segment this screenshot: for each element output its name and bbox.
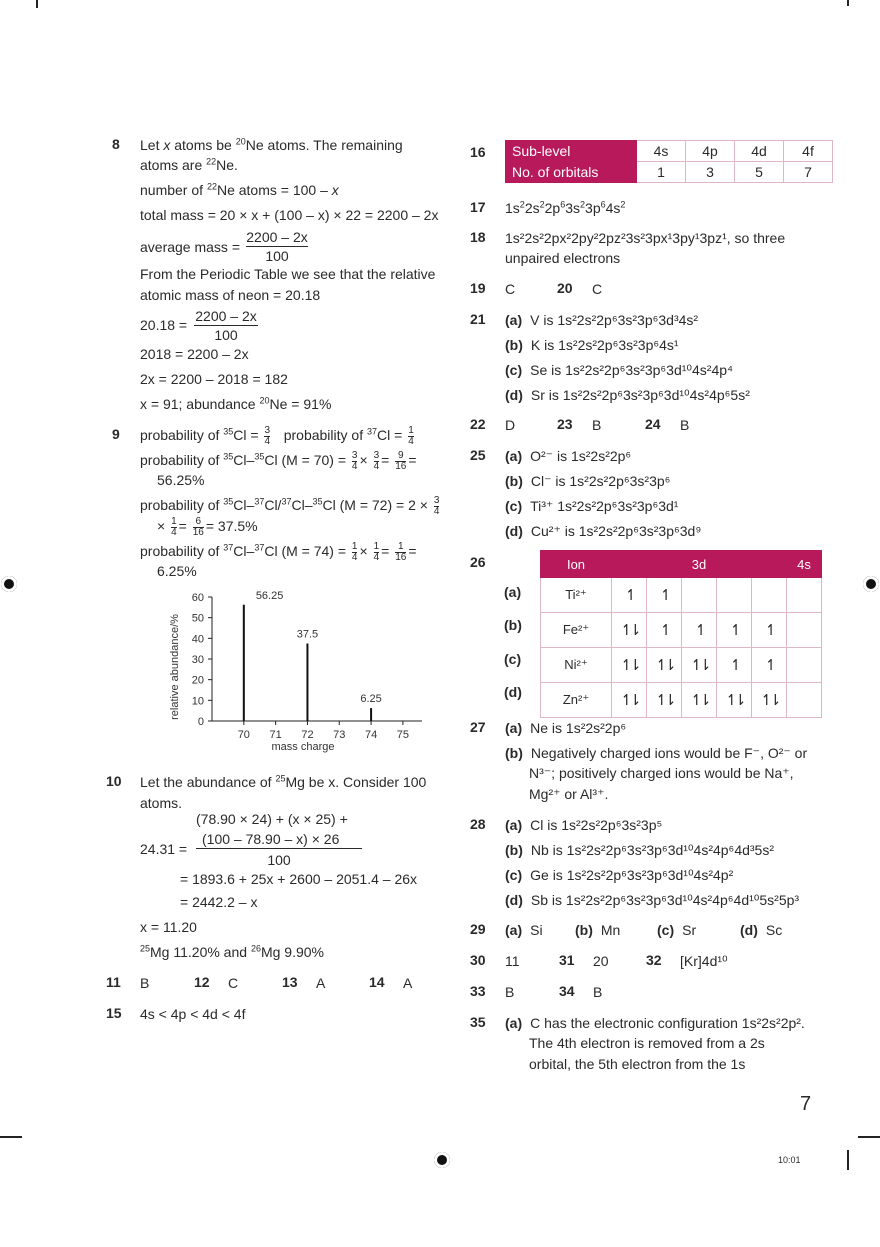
data-label: 56.25 [255,589,284,602]
q10-numerator-1: (78.90 × 24) + (x × 25) + [196,811,348,827]
y-tick-label: 50 [191,612,204,625]
question-number: 10 [106,773,122,789]
q26-label-c: (c) [504,651,522,667]
question-number: 17 [470,199,486,215]
q27-item-b-line-1: (b) Negatively charged ions would be F⁻, O²⁻ or [505,745,808,761]
y-tick-label: 30 [191,654,204,666]
data-label: 37.5 [296,628,319,641]
q21-item-a: (a) V is 1s²2s²2p⁶3s²3p⁶3d³4s² [505,312,699,328]
header-3d: 3d [612,551,787,578]
orbital-box [752,578,787,613]
q21-item-b: (b) K is 1s²2s²2p⁶3s²3p⁶4s¹ [505,337,679,353]
q8-line-6: From the Periodic Table we see that the relative [140,266,436,282]
question-number: 24 [645,416,661,432]
orbital-box: ↿⇂ [682,683,717,718]
answer: C [592,281,603,297]
orbital-box: ↿ [717,613,752,648]
question-number: 12 [194,974,210,990]
q25-item-c: (c) Ti³⁺ 1s²2s²2p⁶3s²3p⁶3d¹ [505,498,679,514]
q8-line-11: x = 91; abundance $^{20}$Ne = 91% [140,395,332,412]
answer: 20 [593,953,609,969]
ion-cell: Ti²⁺ [541,578,612,613]
q35-line-2: The 4th electron is removed from a 2s [529,1035,765,1051]
registration-mark-icon [863,576,879,592]
crop-mark [847,0,849,6]
x-tick-label: 72 [301,729,314,741]
q27-item-b-line-2: N³⁻; positively charged ions would be Na⁺, [529,765,794,781]
q8-line-10: 2x = 2200 – 2018 = 182 [140,371,288,387]
orbital-box [682,578,717,613]
table-header-cell: Sub-level [506,141,637,162]
answer: B [593,984,603,1000]
question-number: 16 [470,144,486,160]
q9-line-3: 56.25% [157,472,205,488]
q29-item-c: (c) Sr [657,922,697,938]
question-number: 28 [470,816,486,832]
q25-item-d: (d) Cu²⁺ is 1s²2s²2p⁶3s²3p⁶3d⁹ [505,523,702,539]
x-tick-label: 70 [237,729,250,741]
table-row [506,141,833,162]
question-number: 15 [106,1005,122,1021]
q26-label-a: (a) [504,584,522,600]
orbital-box-table [540,550,822,718]
q26-label-d: (d) [504,684,522,700]
table-header-row [541,551,822,578]
question-number: 25 [470,447,486,463]
table-header-cell: No. of orbitals [506,162,637,183]
question-number: 20 [557,280,573,296]
table-cell: 4s [637,141,686,162]
table-cell: 4p [686,141,735,162]
question-number: 23 [557,416,573,432]
question-number: 31 [559,952,575,968]
q29-item-b: (b) Mn [575,922,621,938]
y-tick-label: 40 [191,633,204,646]
orbital-box [787,613,822,648]
q29-item-d: (d) Sc [740,922,783,938]
orbital-box: ↿⇂ [682,648,717,683]
q21-item-c: (c) Se is 1s²2s²2p⁶3s²3p⁶3d¹⁰4s²4p⁴ [505,362,734,378]
header-4s: 4s [787,551,822,578]
header-ion: Ion [541,551,612,578]
q10-lhs: 24.31 = [140,841,188,857]
q8-line-9: 2018 = 2200 – 2x [140,346,249,362]
q17-answer: $1s^22s^22p^63s^23p^64s^2$ [505,199,626,216]
question-number: 26 [470,554,486,570]
crop-mark [36,0,38,8]
q28-item-d: (d) Sb is 1s²2s²2p⁶3s²3p⁶3d¹⁰4s²4p⁶4d¹⁰5s²5p³ [505,892,800,908]
crop-mark [847,1150,849,1170]
q8-average-denominator: 100 [265,248,289,264]
q8-average-label: average mass = [140,239,240,255]
question-number: 8 [112,136,120,152]
q28-item-c: (c) Ge is 1s²2s²2p⁶3s²3p⁶3d¹⁰4s²4p² [505,867,734,883]
q9-line-1: probability of $^{35}$Cl = $\frac{3}{4}$ probability of $^{37}$Cl = $\frac{1}{4}$ [140,425,414,447]
x-axis-label: mass charge [271,741,335,753]
question-number: 32 [646,952,662,968]
question-number: 30 [470,952,486,968]
table-row [541,578,822,613]
ion-cell: Zn²⁺ [541,683,612,718]
q8-line-2: atoms are $^{22}$Ne. [140,156,238,173]
question-number: 18 [470,229,486,245]
ion-cell: Ni²⁺ [541,648,612,683]
q8-line-4: total mass = 20 × x + (100 – x) × 22 = 2200 – 2x [140,207,439,223]
data-label: 6.25 [360,693,382,706]
registration-mark-icon [434,1152,450,1168]
orbital-box: ↿⇂ [717,683,752,718]
table-row [506,162,833,183]
answer: 11 [505,953,520,969]
orbital-box: ↿ [612,578,647,613]
q35-line-1: (a) C has the electronic configuration 1s²2s²2p². [505,1015,805,1031]
orbital-box [787,648,822,683]
orbital-box: ↿⇂ [647,648,682,683]
q25-item-a: (a) O²⁻ is 1s²2s²2p⁶ [505,448,632,464]
q18-line-1: 1s²2s²2px²2py²2pz²3s²3px¹3py¹3pz¹, so three [505,230,786,246]
q10-line-3: = 1893.6 + 25x + 2600 – 2051.4 – 26x [180,871,418,887]
q9-line-2: probability of $^{35}$Cl–$^{35}$Cl (M = 70) = $\frac{3}{4}$ × $\frac{3}{4}$ = $\frac{9}{16}$ = [140,450,417,472]
page-number: 7 [800,1093,812,1115]
answer: B [680,417,690,433]
table-cell: 7 [784,162,833,183]
question-number: 27 [470,719,486,735]
question-number: 35 [470,1014,486,1030]
ion-cell: Fe²⁺ [541,613,612,648]
q10-numerator-2: (100 – 78.90 – x) × 26 [196,830,362,849]
question-number: 9 [112,426,120,442]
q10-line-5: x = 11.20 [140,919,197,935]
table-row [541,613,822,648]
q27-item-a: (a) Ne is 1s²2s²2p⁶ [505,720,627,736]
q10-line-6: $^{25}$Mg 11.20% and $^{26}$Mg 9.90% [140,943,324,960]
q8-eq-label: 20.18 = [140,317,188,333]
x-tick-label: 74 [364,729,378,741]
table-cell: 3 [686,162,735,183]
q29-item-a: (a) Si [505,922,543,938]
q27-item-b-line-3: Mg²⁺ or Al³⁺. [529,786,609,802]
orbital-box: ↿ [647,613,682,648]
footer-time: 10:01 [778,1155,801,1165]
question-number: 13 [282,974,298,990]
answer: C [505,281,516,297]
orbital-box [717,578,752,613]
q8-line-7: atomic mass of neon = 20.18 [140,287,321,303]
answer: B [592,417,602,433]
q8-line-1: Let x atoms be $^{20}$Ne atoms. The remaining [140,136,403,153]
orbitals-table [505,140,833,183]
q9-line-7: 6.25% [157,563,197,579]
table-cell: 5 [735,162,784,183]
x-tick-label: 73 [333,729,346,741]
orbital-box: ↿ [717,648,752,683]
orbital-box: ↿ [752,648,787,683]
orbital-box [787,683,822,718]
q21-item-d: (d) Sr is 1s²2s²2p⁶3s²3p⁶3d¹⁰4s²4p⁶5s² [505,387,750,403]
mass-spectrum-chart [160,585,430,755]
orbital-box: ↿⇂ [612,613,647,648]
answer: B [505,984,515,1000]
q9-line-5: × $\frac{1}{4}$ = $\frac{6}{16}$ = 37.5% [157,516,258,538]
q18-line-2: unpaired electrons [505,250,621,266]
answer: A [316,975,326,991]
table-row [541,683,822,718]
question-number: 19 [470,280,486,296]
orbital-box: ↿⇂ [752,683,787,718]
q25-item-b: (b) Cl⁻ is 1s²2s²2p⁶3s²3p⁶ [505,473,671,489]
orbital-box [787,578,822,613]
crop-mark [0,1136,22,1138]
q35-line-3: orbital, the 5th electron from the 1s [529,1056,746,1072]
y-tick-label: 20 [191,674,204,687]
answer: [Kr]4d¹⁰ [680,953,728,969]
orbital-box: ↿ [682,613,717,648]
question-number: 11 [106,974,121,990]
q10-line-1: Let the abundance of $^{25}$Mg be x. Consider 100 [140,773,427,790]
q28-item-a: (a) Cl is 1s²2s²2p⁶3s²3p⁵ [505,817,663,833]
q9-line-6: probability of $^{37}$Cl–$^{37}$Cl (M = 74) = $\frac{1}{4}$ × $\frac{1}{4}$ = $\frac{1}{16}$ = [140,541,417,563]
q26-label-b: (b) [504,617,522,633]
orbital-box: ↿⇂ [647,683,682,718]
answer: B [140,975,150,991]
q8-average-numerator: 2200 – 2x [246,229,308,245]
y-tick-label: 60 [191,592,204,604]
q10-line-2: atoms. [140,795,183,811]
registration-mark-icon [1,576,17,592]
y-tick-label: 10 [191,695,204,708]
question-number: 14 [369,974,385,990]
question-number: 29 [470,921,486,937]
answer: C [228,975,239,991]
answer: D [505,417,516,433]
y-axis-label: relative abundance/% [169,614,181,720]
x-tick-label: 71 [269,729,282,741]
orbital-box: ↿⇂ [612,648,647,683]
orbital-box: ↿ [752,613,787,648]
orbital-box: ↿⇂ [612,683,647,718]
y-tick-label: 0 [197,716,204,728]
table-cell: 4d [735,141,784,162]
q8-eq-denominator: 100 [214,327,238,343]
q8-eq-numerator: 2200 – 2x [195,308,257,324]
q8-line-3: number of $^{22}$Ne atoms = 100 – x [140,181,339,198]
question-number: 33 [470,983,486,999]
answer: A [403,975,413,991]
q28-item-b: (b) Nb is 1s²2s²2p⁶3s²3p⁶3d¹⁰4s²4p⁶4d³5s² [505,842,775,858]
q10-denominator: 100 [267,852,291,868]
table-cell: 4f [784,141,833,162]
answer: 4s < 4p < 4d < 4f [140,1006,246,1022]
question-number: 21 [470,311,486,327]
crop-mark [858,1136,880,1138]
q10-line-4: = 2442.2 – x [180,894,258,910]
question-number: 22 [470,416,486,432]
question-number: 34 [559,983,575,999]
orbital-box: ↿ [647,578,682,613]
x-tick-label: 75 [396,729,410,741]
table-row [541,648,822,683]
table-cell: 1 [637,162,686,183]
q9-line-4: probability of $^{35}$Cl–$^{37}$Cl/$^{37}$Cl–$^{35}$Cl (M = 72) = 2 × $\frac{3}{4}$ [140,495,440,517]
